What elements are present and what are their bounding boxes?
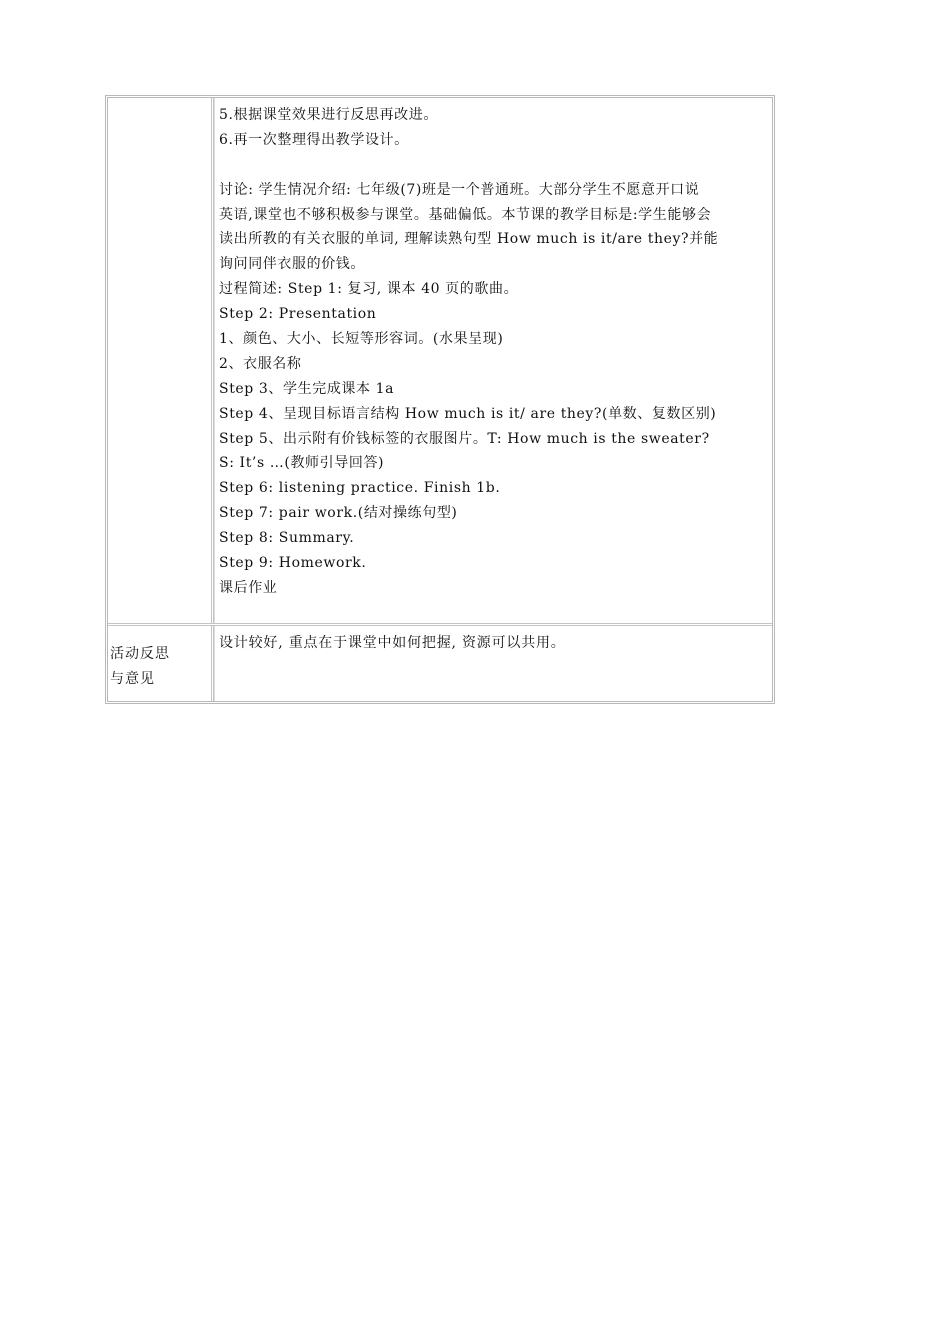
content-line: 2、衣服名称 xyxy=(219,355,302,372)
content-line: S: It’s …(教师引导回答) xyxy=(219,455,385,472)
content-line: 6.再一次整理得出教学设计。 xyxy=(219,131,409,148)
content-line: Step 3、学生完成课本 1a xyxy=(219,380,395,397)
review-row xyxy=(108,626,772,701)
process-content xyxy=(219,103,770,601)
process-content-cell xyxy=(214,98,772,623)
lesson-record-table xyxy=(105,95,775,704)
blank-line xyxy=(219,153,770,178)
review-text: 设计较好, 重点在于课堂中如何把握, 资源可以共用。 xyxy=(219,635,566,651)
content-line: 1、颜色、大小、长短等形容词。(水果呈现) xyxy=(219,331,504,348)
content-line: 英语,课堂也不够积极参与课堂。基础偏低。本节课的教学目标是:学生能够会 xyxy=(219,206,712,223)
content-line: Step 7: pair work.(结对操练句型) xyxy=(219,505,458,522)
process-row xyxy=(108,98,772,626)
content-line: Step 9: Homework. xyxy=(219,555,367,572)
review-content-cell xyxy=(214,626,772,701)
process-label-cell xyxy=(108,98,214,623)
content-line: 读出所教的有关衣服的单词, 理解读熟句型 How much is it/are they?并能 xyxy=(219,231,719,248)
review-label-cell xyxy=(108,626,214,701)
content-line: Step 5、出示附有价钱标签的衣服图片。T: How much is the sweater? xyxy=(219,430,710,447)
content-line: 讨论: 学生情况介绍: 七年级(7)班是一个普通班。大部分学生不愿意开口说 xyxy=(219,181,700,198)
content-line: Step 8: Summary. xyxy=(219,530,355,547)
content-line: 询问同伴衣服的价钱。 xyxy=(219,256,365,273)
content-line: 过程简述: Step 1: 复习, 课本 40 页的歌曲。 xyxy=(219,281,519,298)
content-line: Step 2: Presentation xyxy=(219,306,377,323)
content-line: Step 6: listening practice. Finish 1b. xyxy=(219,480,501,497)
review-label xyxy=(110,642,170,692)
review-label-line: 与意见 xyxy=(110,671,155,687)
content-line: 课后作业 xyxy=(219,579,278,596)
content-line: 5.根据课堂效果进行反思再改进。 xyxy=(219,107,438,123)
content-line: Step 4、呈现目标语言结构 How much is it/ are they?(单数、复数区别) xyxy=(219,405,717,422)
review-label-line: 活动反思 xyxy=(110,646,170,662)
